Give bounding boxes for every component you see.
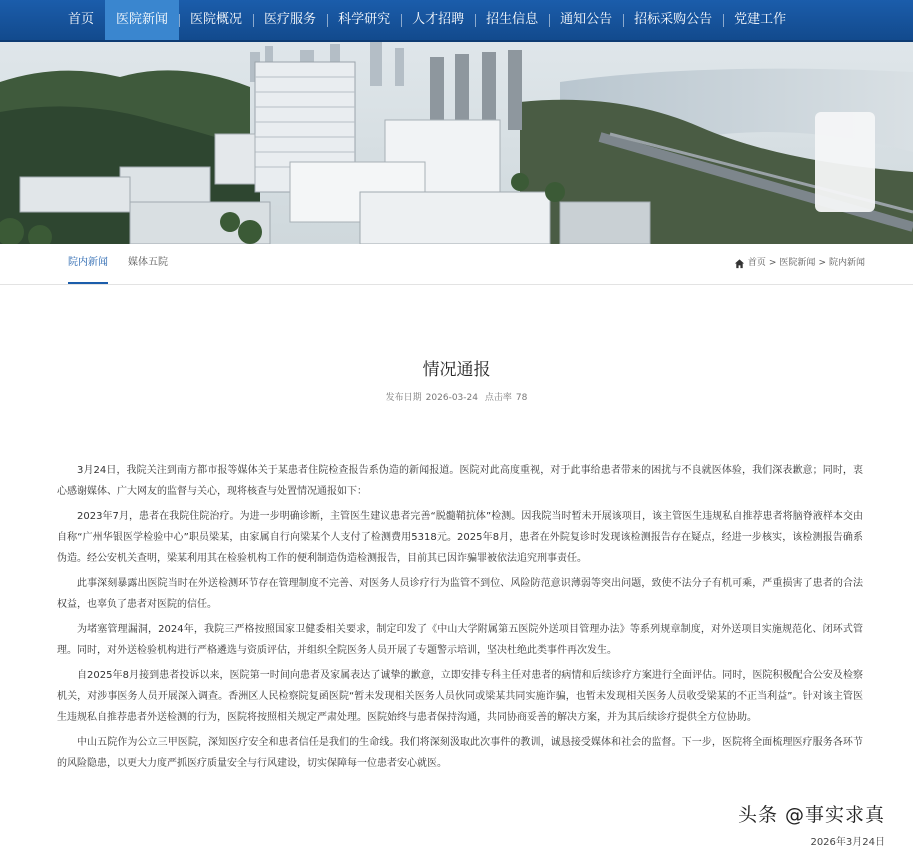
article-paragraph: 2023年7月，患者在我院住院治疗。为进一步明确诊断，主管医生建议患者完善“脱髓鞘抗体”检测。因我院当时暂未开展该项目，该主管医生违规私自推荐患者将脑脊液样本交由自称“广州华银医学检验中心”职员梁某，由家属自行向梁某个人支付了检测费用5318元。2025年8月，患者在外院复诊时发现该检测报告存在疑点，经进一步核实，该检测报告确系伪造。经公安机关查明，梁某利用其在检验机构工作的便利制造伪造检测报告，目前其已因诈骗罪被依法追究刑事责任。 [57,511,863,564]
nav-item-home[interactable]: 首页 [68,12,95,27]
home-icon [734,258,745,269]
views-count: 78 [515,393,528,403]
views-label: 点击率 [484,393,512,403]
nav-item-research[interactable]: 科学研究 [327,0,401,40]
tab-media-fifth-hospital[interactable]: 媒体五院 [128,257,168,268]
nav-item-overview[interactable]: 医院概况 [179,0,253,40]
top-nav [0,0,913,42]
breadcrumb-separator: > [818,258,826,268]
article-paragraph: 此事深刻暴露出医院当时在外送检测环节存在管理制度不完善、对医务人员诊疗行为监管不到位、风险防范意识薄弱等突出问题，致使不法分子有机可乘，严重损害了患者的合法权益，也辜负了患者对医院的信任。 [57,578,863,610]
watermark-date: 2026年3月24日 [810,837,885,848]
sub-nav [0,244,913,285]
breadcrumb-current: 院内新闻 [828,258,865,268]
nav-item-recruitment[interactable]: 人才招聘 [401,0,475,40]
nav-item-medical-service[interactable]: 医疗服务 [253,0,327,40]
publish-date: 2026-03-24 [425,393,478,403]
article-meta [0,390,913,403]
article-paragraph: 为堵塞管理漏洞，2024年，我院三严格按照国家卫健委相关要求，制定印发了《中山大学附属第五医院外送项目管理办法》等系列规章制度，对外送项目实施规范化、闭环式管理。同时，对外送检验机构进行严格遴选与资质评估，并组织全院医务人员开展了专题警示培训，坚决杜绝此类事件再次发生。 [57,624,863,656]
breadcrumb [734,244,865,282]
article-paragraph: 3月24日，我院关注到南方都市报等媒体关于某患者住院检查报告系伪造的新闻报道。医院对此高度重视，对于此事给患者带来的困扰与不良就医体验，我们深表歉意；同时，衷心感谢媒体、广大网友的监督与关心，现将核查与处置情况通报如下： [57,465,863,497]
article-paragraph: 中山五院作为公立三甲医院，深知医疗安全和患者信任是我们的生命线。我们将深刻汲取此次事件的教训，诚恳接受媒体和社会的监督。下一步，医院将全面梳理医疗服务各环节的风险隐患，以更大力度严抓医疗质量安全与行风建设，切实保障每一位患者安心就医。 [57,737,863,769]
nav-item-party-building[interactable]: 党建工作 [723,0,797,40]
publish-label: 发布日期 [385,393,422,403]
nav-item-procurement[interactable]: 招标采购公告 [623,0,723,40]
breadcrumb-separator: > [768,258,777,268]
hospital-banner-image [0,42,913,244]
nav-item-hospital-news[interactable]: 医院新闻 [105,0,179,40]
breadcrumb-home[interactable]: 首页 [747,258,766,268]
nav-item-notices[interactable]: 通知公告 [549,0,623,40]
article-title: 情况通报 [422,360,491,380]
article-paragraph: 自2025年8月接到患者投诉以来，医院第一时间向患者及家属表达了诚挚的歉意，立即安排专科主任对患者的病情和后续诊疗方案进行全面评估。同时，医院积极配合公安及检察机关，对涉事医务人员开展深入调查。香洲区人民检察院复函医院“暂未发现相关医务人员伙同或梁某共同实施诈骗，也暂未发现相关医务人员收受梁某的不正当利益”。针对该主管医生违规私自推荐患者外送检测的行为，医院将按照相关规定严肃处理。医院始终与患者保持沟通，共同协商妥善的解决方案，并为其后续诊疗提供全方位协助。 [57,670,863,723]
breadcrumb-section[interactable]: 医院新闻 [779,258,816,268]
tab-internal-news[interactable]: 院内新闻 [68,244,108,284]
article-body [57,460,863,778]
watermark-brand: 头条 @事实求真 [737,804,885,826]
nav-item-admissions[interactable]: 招生信息 [475,0,549,40]
watermark [738,800,885,848]
